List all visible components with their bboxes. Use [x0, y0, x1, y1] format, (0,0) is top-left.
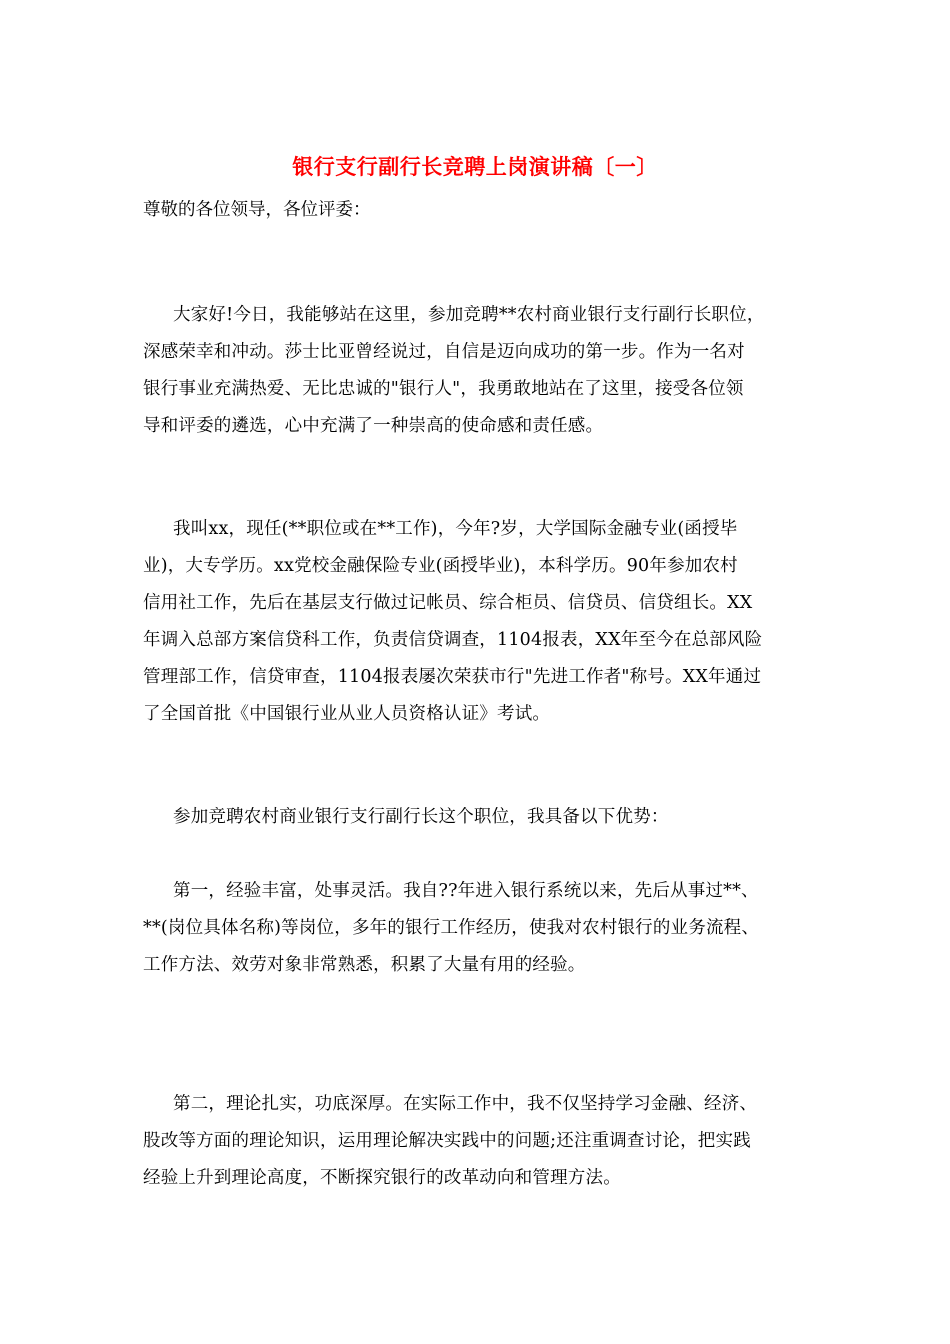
paragraph-line: 了全国首批《中国银行业从业人员资格认证》考试。 — [143, 704, 551, 724]
paragraph-line: 年调入总部方案信贷科工作，负责信贷调查，1104报表，XX年至今在总部风险 — [143, 630, 763, 650]
paragraph-line: **(岗位具体名称)等岗位，多年的银行工作经历，使我对农村银行的业务流程、 — [143, 918, 760, 938]
paragraph-line: 管理部工作，信贷审查，1104报表屡次荣获市行"先进工作者"称号。XX年通过 — [143, 667, 762, 687]
paragraph-line: 信用社工作，先后在基层支行做过记帐员、综合柜员、信贷员、信贷组长。XX — [143, 593, 753, 613]
paragraph-line: 业)，大专学历。xx党校金融保险专业(函授毕业)，本科学历。90年参加农村 — [143, 556, 738, 576]
paragraph-line: 深感荣幸和冲动。莎士比亚曾经说过，自信是迈向成功的第一步。作为一名对 — [143, 342, 745, 362]
paragraph-line: 第二，理论扎实，功底深厚。在实际工作中，我不仅坚持学习金融、经济、 — [173, 1094, 758, 1114]
paragraph-line: 导和评委的遴选，心中充满了一种崇高的使命感和责任感。 — [143, 416, 604, 436]
paragraph-line: 银行事业充满热爱、无比忠诚的"银行人"，我勇敢地站在了这里，接受各位领 — [143, 379, 744, 399]
salutation: 尊敬的各位领导，各位评委： — [143, 200, 371, 220]
document-title: 银行支行副行长竞聘上岗演讲稿〔一〕 — [292, 154, 658, 179]
paragraph-line: 大家好!今日，我能够站在这里，参加竞聘**农村商业银行支行副行长职位， — [173, 305, 765, 325]
paragraph-line: 股改等方面的理论知识，运用理论解决实践中的问题;还注重调查讨论，把实践 — [143, 1131, 751, 1151]
paragraph-line: 经验上升到理论高度，不断探究银行的改革动向和管理方法。 — [143, 1168, 621, 1188]
paragraph-line: 我叫xx，现任(**职位或在**工作)，今年?岁，大学国际金融专业(函授毕 — [173, 519, 738, 539]
paragraph-advantages-intro — [143, 799, 815, 836]
paragraph-advantage-two — [143, 1086, 815, 1197]
paragraph-self-introduction — [143, 511, 815, 733]
paragraph-line: 参加竞聘农村商业银行支行副行长这个职位，我具备以下优势： — [173, 807, 669, 827]
paragraph-greeting — [143, 297, 815, 445]
paragraph-advantage-one — [143, 873, 815, 984]
paragraph-line: 第一，经验丰富，处事灵活。我自??年进入银行系统以来，先后从事过**、 — [173, 881, 759, 901]
paragraph-line: 工作方法、效劳对象非常熟悉，积累了大量有用的经验。 — [143, 955, 586, 975]
